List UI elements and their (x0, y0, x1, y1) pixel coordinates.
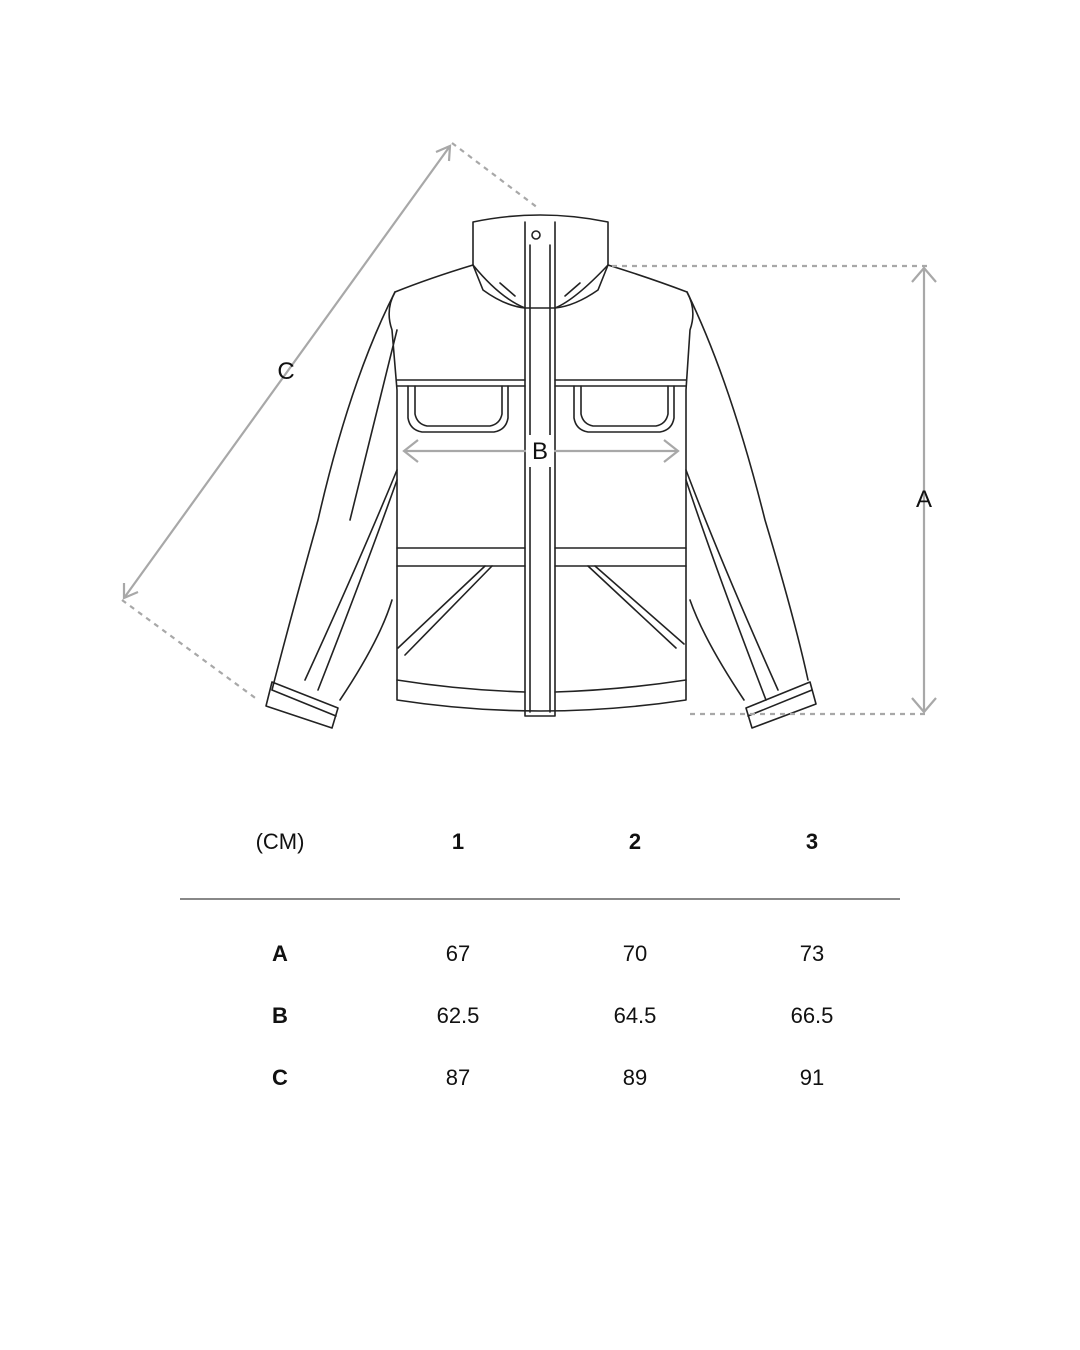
size-header-2: 2 (628, 829, 642, 854)
table-row (180, 934, 900, 974)
table-cell: 67 (445, 941, 471, 966)
row-label-b: B (272, 1003, 288, 1028)
measure-b-label: B (531, 438, 549, 465)
size-header-3: 3 (805, 829, 819, 854)
table-cell: 91 (799, 1065, 825, 1090)
measurement-lines (122, 143, 936, 714)
table-cell: 66.5 (790, 1003, 834, 1028)
measure-c-bottom-guide (122, 600, 258, 700)
table-row (180, 1058, 900, 1098)
table-cell: 73 (799, 941, 825, 966)
table-header-row (180, 822, 900, 862)
measure-a-label: A (915, 486, 933, 513)
table-cell: 89 (622, 1065, 648, 1090)
measure-c-label: C (277, 358, 295, 385)
measure-c-top-guide (452, 143, 538, 208)
row-label-c: C (272, 1065, 288, 1090)
table-row (180, 996, 900, 1036)
table-cell: 64.5 (613, 1003, 657, 1028)
size-header-1: 1 (451, 829, 465, 854)
jacket-illustration (266, 215, 816, 728)
table-cell: 87 (445, 1065, 471, 1090)
row-label-a: A (272, 941, 288, 966)
table-cell: 70 (622, 941, 648, 966)
table-divider (180, 898, 900, 900)
table-cell: 62.5 (436, 1003, 480, 1028)
unit-label: (CM) (255, 829, 305, 854)
